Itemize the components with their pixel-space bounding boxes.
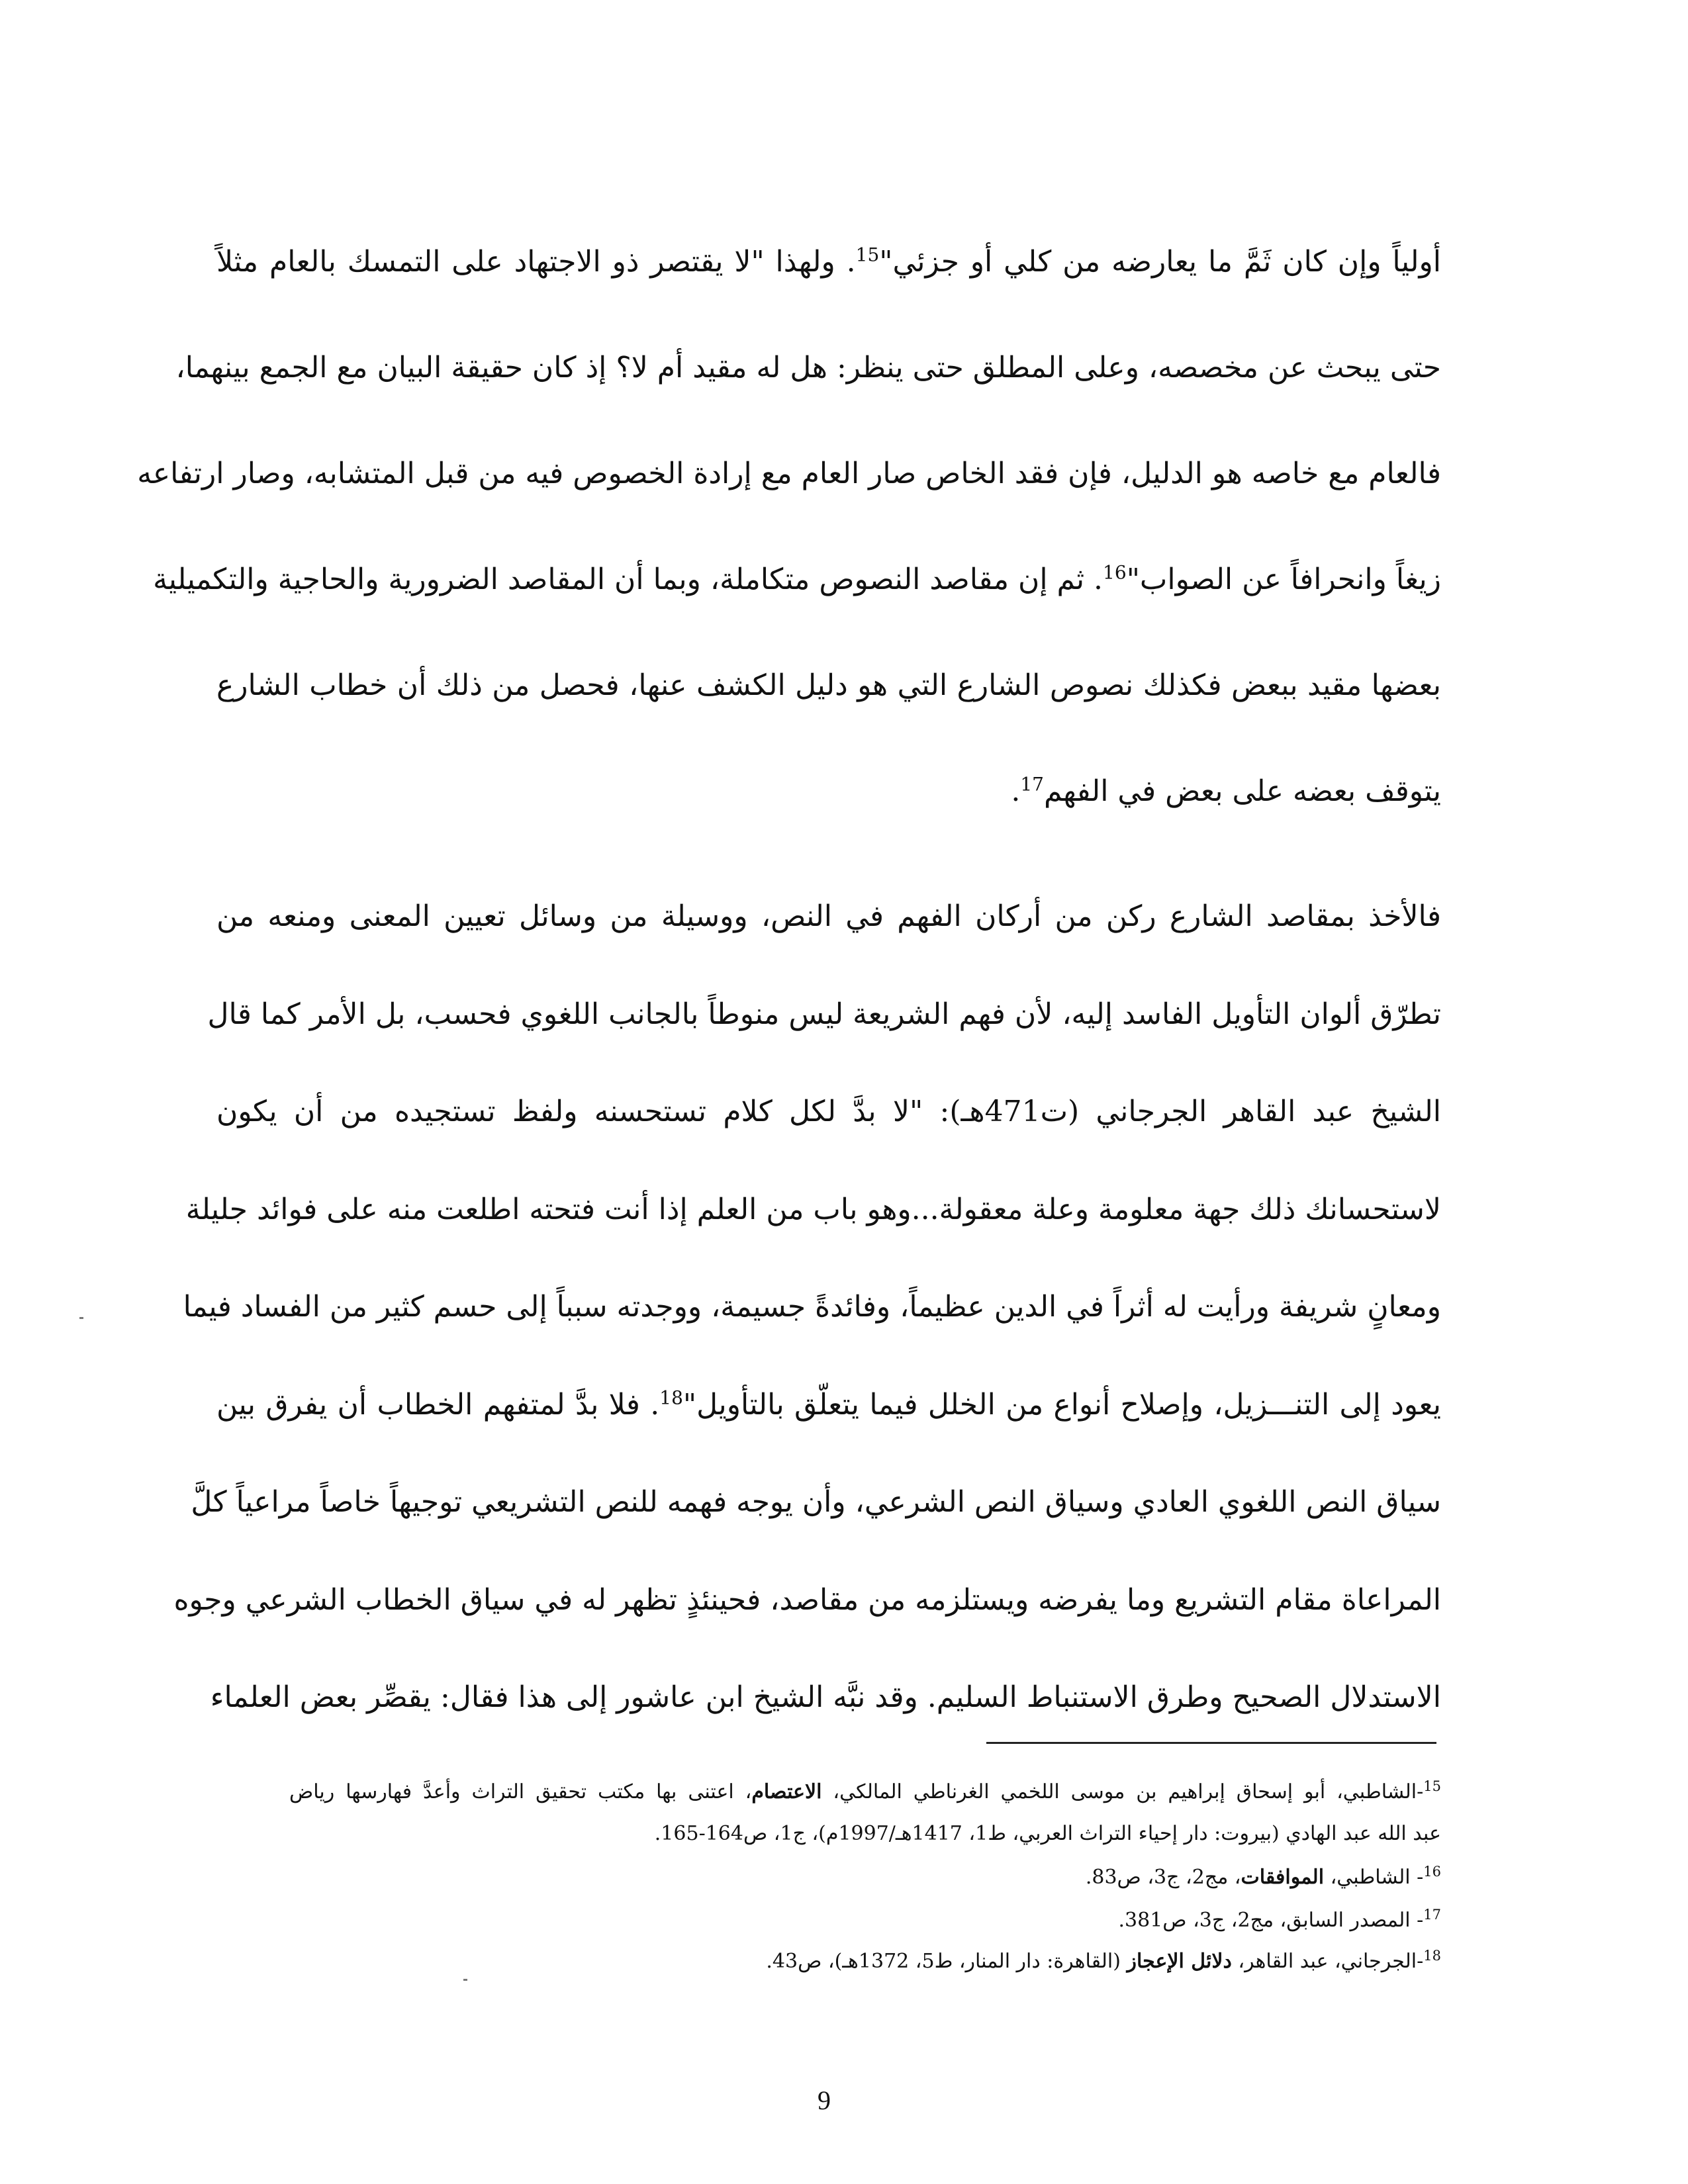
footnote-number: 16 <box>1423 1864 1441 1880</box>
text-segment: يعود إلى التنـــزيل، وإصلاح أنواع من الخلل فيما يتعلّق بالتأويل" <box>682 1387 1441 1422</box>
footnote-text: - المصدر السابق، مج2، ج3، ص381. <box>1118 1909 1424 1932</box>
footnote-book-title: الموافقات <box>1241 1866 1325 1889</box>
footnote-17 <box>289 1906 1441 1935</box>
text-segment: . <box>1011 774 1021 808</box>
footnote-reference: 17 <box>1020 773 1044 796</box>
text-segment: زيغاً وانحرافاً عن الصواب" <box>1126 563 1441 596</box>
text-segment: فالأخذ بمقاصد الشارع ركن من أركان الفهم في النص، ووسيلة من وسائل تعيين المعنى ومنعه من <box>216 899 1441 933</box>
text-line <box>183 1287 1441 1327</box>
footnote-book-title: دلائل الإعجاز <box>1127 1950 1232 1973</box>
text-line <box>191 1482 1441 1522</box>
footnote-15-continuation <box>289 1819 1441 1848</box>
text-segment: . فلا بدَّ لمتفهم الخطاب أن يفرق بين <box>216 1387 660 1422</box>
text-segment: . ثم إن مقاصد النصوص متكاملة، وبما أن المقاصد الضرورية والحاجية والتكميلية <box>153 563 1103 596</box>
text-line <box>216 242 1441 282</box>
text-line <box>207 995 1441 1034</box>
footnote-18 <box>289 1947 1441 1976</box>
text-line <box>173 1580 1441 1620</box>
scan-speck <box>463 1979 467 1981</box>
text-line <box>216 666 1441 705</box>
footnote-reference: 15 <box>855 244 880 266</box>
text-line <box>216 1092 1441 1132</box>
scan-speck <box>79 1317 83 1319</box>
text-line <box>153 560 1441 600</box>
text-segment: لاستحسانك ذلك جهة معلومة وعلة معقولة...وهو باب من العلم إذا أنت فتحته اطلعت منه على فوائد جليلة <box>185 1192 1441 1226</box>
footnote-15 <box>289 1778 1441 1807</box>
footnote-text: عبد الله عبد الهادي (بيروت: دار إحياء التراث العربي، ط1، 1417هـ/1997م)، ج1، ص164-165. <box>654 1822 1441 1845</box>
footnote-reference: 16 <box>1103 561 1127 584</box>
footnote-text: -الشاطبي، أبو إسحاق إبراهيم بن موسى اللخمي الغرناطي المالكي، <box>821 1780 1424 1803</box>
text-segment: بعضها مقيد ببعض فكذلك نصوص الشارع التي هو دليل الكشف عنها، فحصل من ذلك أن خطاب الشارع <box>216 668 1441 702</box>
footnote-separator <box>986 1742 1436 1744</box>
text-segment: الاستدلال الصحيح وطرق الاستنباط السليم. وقد نبَّه الشيخ ابن عاشور إلى هذا فقال: يقصِّر بعض العلماء <box>210 1680 1441 1714</box>
text-line <box>175 348 1441 388</box>
text-segment: أولياً وإن كان ثَمَّ ما يعارضه من كلي أو جزئي" <box>879 245 1441 279</box>
text-segment: سياق النص اللغوي العادي وسياق النص الشرعي، وأن يوجه فهمه للنص التشريعي توجيهاً خاصاً مراعياً كلَّ <box>191 1485 1441 1519</box>
footnote-book-title: الاعتصام <box>751 1780 822 1803</box>
text-segment: ومعانٍ شريفة ورأيت له أثراً في الدين عظيماً، وفائدةً جسيمة، ووجدته سبباً إلى حسم كثير من الفساد فيما <box>183 1290 1441 1324</box>
text-line <box>216 772 1441 811</box>
text-segment: فالعام مع خاصه هو الدليل، فإن فقد الخاص صار العام مع إرادة الخصوص فيه من قبل المتشابه، وصار ارتفاعه <box>137 457 1441 490</box>
text-line <box>137 454 1441 494</box>
text-segment: . ولهذا "لا يقتصر ذو الاجتهاد على التمسك بالعام مثلاً <box>216 245 856 279</box>
footnote-16 <box>289 1863 1441 1892</box>
footnote-number: 15 <box>1423 1778 1441 1794</box>
footnote-text: -الجرجاني، عبد القاهر، <box>1231 1950 1424 1973</box>
text-line <box>210 1678 1441 1717</box>
footnote-number: 18 <box>1423 1948 1441 1964</box>
footnote-text: (القاهرة: دار المنار، ط5، 1372هـ)، ص43. <box>766 1950 1127 1973</box>
text-segment: يتوقف بعضه على بعض في الفهم <box>1043 774 1441 808</box>
footnote-text: - الشاطبي، <box>1324 1866 1424 1889</box>
text-segment: تطرّق ألوان التأويل الفاسد إليه، لأن فهم الشريعة ليس منوطاً بالجانب اللغوي فحسب، بل الأمر كما قال <box>207 997 1441 1031</box>
footnote-text: ، مج2، ج3، ص83. <box>1085 1866 1241 1889</box>
text-line <box>216 1385 1441 1425</box>
footnote-reference: 18 <box>659 1386 683 1408</box>
footnote-text: ، اعتنى بها مكتب تحقيق التراث وأعدَّ فهارسها رياض <box>289 1780 752 1803</box>
text-segment: المراعاة مقام التشريع وما يفرضه ويستلزمه من مقاصد، فحينئذٍ تظهر له في سياق الخطاب الشرعي وجوه <box>173 1582 1441 1617</box>
text-line <box>185 1190 1441 1230</box>
text-segment: الشيخ عبد القاهر الجرجاني (ت471هـ): "لا بدَّ لكل كلام تستحسنه ولفظ تستجيده من أن يكون <box>216 1095 1442 1128</box>
text-line <box>216 897 1441 936</box>
text-segment: حتى يبحث عن مخصصه، وعلى المطلق حتى ينظر: هل له مقيد أم لا؟ إذ كان حقيقة البيان مع الجمع بينهما، <box>175 351 1441 385</box>
page-number: 9 <box>818 2085 831 2115</box>
footnote-number: 17 <box>1423 1907 1441 1923</box>
